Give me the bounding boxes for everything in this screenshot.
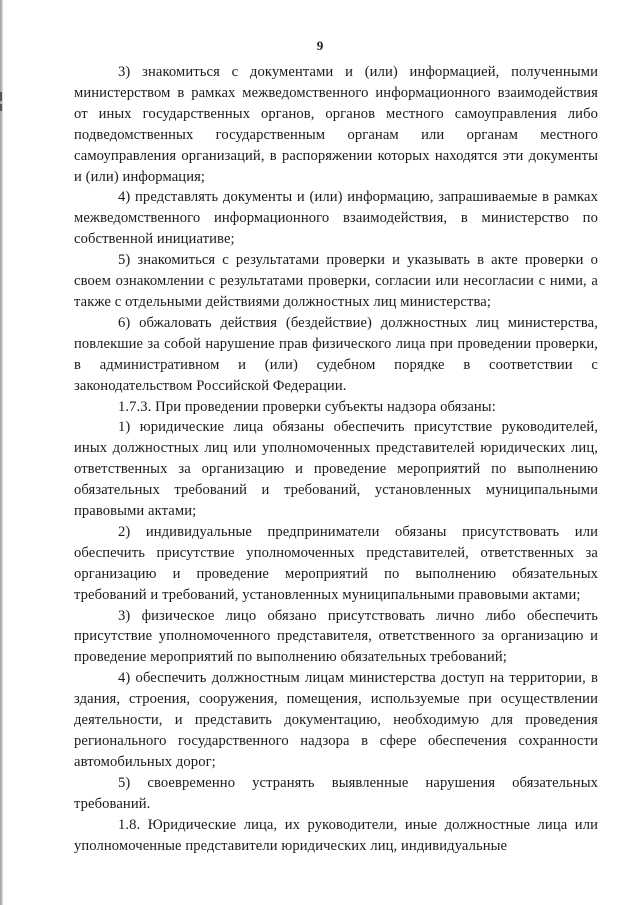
document-body xyxy=(74,62,598,856)
paragraph-item-4-submit-documents: 4) представлять документы и (или) информацию, запрашиваемые в рамках межведомственного информационного взаимодействия, в министерство по собственной инициативе; xyxy=(74,189,598,248)
paragraph-item-5-inspection-results: 5) знакомиться с результатами проверки и указывать в акте проверки о своем ознакомлении с результатами проверки, согласии или несогласии с ними, а также с отдельными действиями должностных лиц министерства; xyxy=(74,252,598,310)
paragraph-item-3-familiarize-documents: 3) знакомиться с документами и (или) информацией, полученными министерством в рамках межведомственного информационного взаимодействия от иных государственных органов, органов местного самоуправления либо подведомственных государственным органам или органам местного самоуправления организаций, в распоряжении которых находятся эти документы и (или) информация; xyxy=(74,64,598,185)
paragraph-obligation-1-legal-entities: 1) юридические лица обязаны обеспечить присутствие руководителей, иных должностных лиц или уполномоченных представителей юридических лиц, ответственных за организацию и проведение мероприятий по выполнению обязательных требований и требований, установленных муниципальными правовыми актами; xyxy=(74,419,598,520)
paragraph-item-6-appeal: 6) обжаловать действия (бездействие) должностных лиц министерства, повлекшие за собой нарушение прав физического лица при проведении проверки, в административном и (или) судебном порядке в соответствии с законодательством Российской Федерации. xyxy=(74,314,598,394)
scan-left-edge xyxy=(0,0,3,905)
scan-mark xyxy=(0,104,2,111)
page-number: 9 xyxy=(316,38,324,53)
paragraph-obligation-4-access: 4) обеспечить должностным лицам министерства доступ на территории, в здания, строения, сооружения, помещения, используемые при осуществлении деятельности, и представить документацию, необходимую для проведения регионального государственного надзора в сфере обеспечения сохранности автомобильных дорог; xyxy=(74,670,598,770)
scan-mark xyxy=(0,92,2,101)
paragraph-section-1-7-3: 1.7.3. При проведении проверки субъекты надзора обязаны: xyxy=(118,398,496,415)
paragraph-obligation-5-eliminate-violations: 5) своевременно устранять выявленные нарушения обязательных требований. xyxy=(74,774,598,812)
paragraph-section-1-8: 1.8. Юридические лица, их руководители, иные должностные лица или уполномоченные представители юридических лиц, индивидуальные xyxy=(74,816,598,854)
paragraph-obligation-2-entrepreneurs: 2) индивидуальные предприниматели обязаны присутствовать или обеспечить присутствие уполномоченных представителей, ответственных за организацию и проведение мероприятий по выполнению обязательных требований и требований, установленных муниципальными правовыми актами; xyxy=(74,523,598,603)
paragraph-obligation-3-individual: 3) физическое лицо обязано присутствовать лично либо обеспечить присутствие уполномоченного представителя, ответственного за организацию и проведение мероприятий по выполнению обязательных требований; xyxy=(74,607,598,666)
